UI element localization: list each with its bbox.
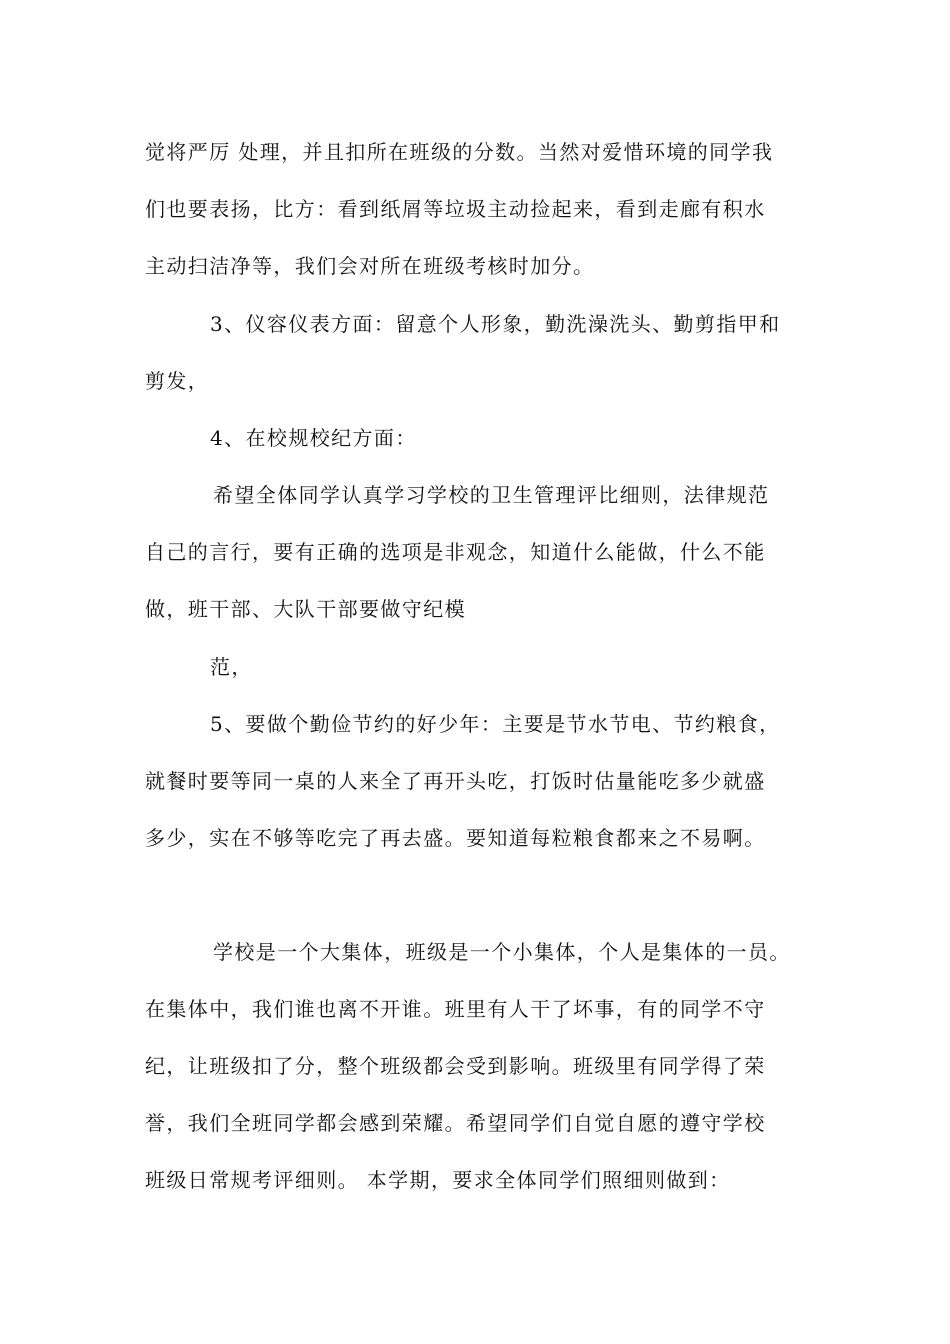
text-line: 自己的言行，要有正确的选项是非观念，知道什么能做，什么不能 <box>145 540 766 564</box>
text-line: 们也要表扬，比方：看到纸屑等垃圾主动捡起来，看到走廊有积水 <box>145 197 766 221</box>
text-line: 觉将严厉 处理，并且扣所在班级的分数。当然对爱惜环境的同学我 <box>145 140 774 164</box>
text-line: 3、仪容仪表方面：留意个人形象，勤洗澡洗头、勤剪指甲和 <box>210 312 781 336</box>
text-line: 主动扫洁净等，我们会对所在班级考核时加分。 <box>145 254 595 278</box>
text-line: 做，班干部、大队干部要做守纪模 <box>145 597 466 621</box>
text-line: 就餐时要等同一桌的人来全了再开头吃，打饭时估量能吃多少就盛 <box>145 769 766 793</box>
text-line: 在集体中，我们谁也离不开谁。班里有人干了坏事，有的同学不守 <box>145 997 766 1021</box>
text-line: 5、要做个勤俭节约的好少年：主要是节水节电、节约粮食， <box>210 712 781 736</box>
text-line: 学校是一个大集体，班级是一个小集体，个人是集体的一员。 <box>213 940 791 964</box>
text-line: 希望全体同学认真学习学校的卫生管理评比细则，法律规范 <box>213 483 770 507</box>
text-line: 范， <box>210 655 253 679</box>
text-line: 纪，让班级扣了分，整个班级都会受到影响。班级里有同学得了荣 <box>145 1054 766 1078</box>
text-line: 剪发， <box>145 369 210 393</box>
text-line: 4、在校规校纪方面： <box>210 426 417 450</box>
text-line: 班级日常规考评细则。 本学期，要求全体同学们照细则做到： <box>145 1168 731 1192</box>
text-line: 誉，我们全班同学都会感到荣耀。希望同学们自觉自愿的遵守学校 <box>145 1111 766 1135</box>
text-line: 多少，实在不够等吃完了再去盛。要知道每粒粮食都来之不易啊。 <box>145 826 766 850</box>
